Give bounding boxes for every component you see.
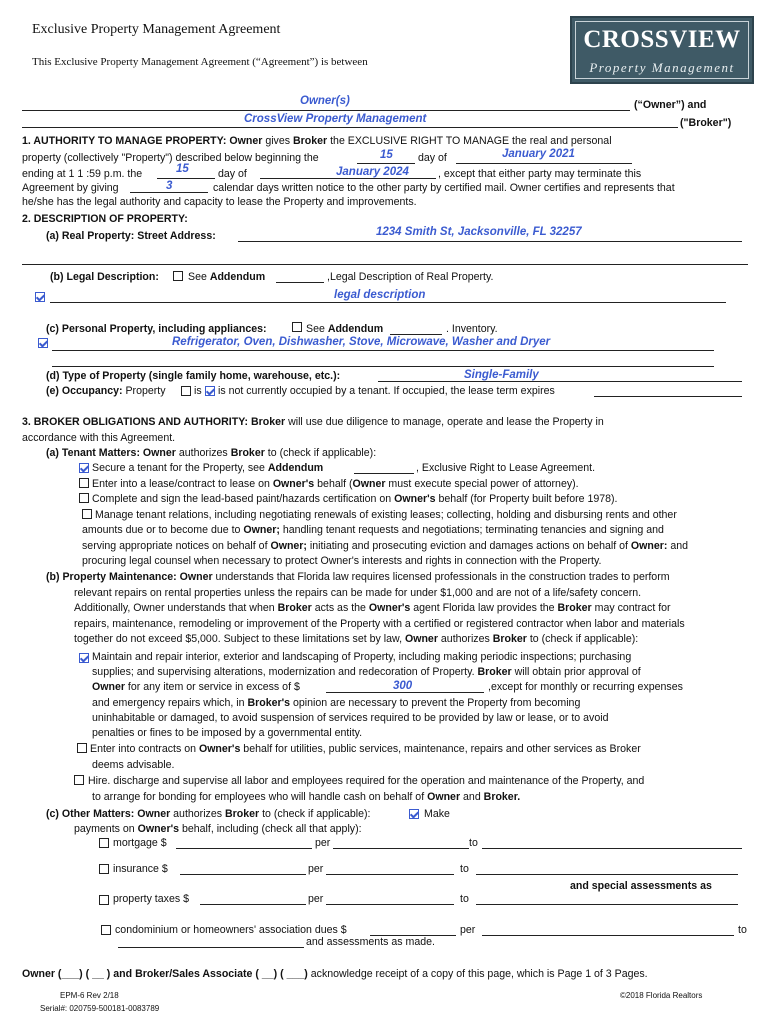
condo-per: per: [460, 924, 476, 936]
copyright: ©2018 Florida Realtors: [620, 991, 703, 1000]
street-address-label: (a) Real Property: Street Address:: [46, 230, 216, 242]
contracts-checkbox[interactable]: [77, 743, 87, 753]
end-month-field[interactable]: January 2024: [336, 166, 409, 178]
section3-line2: accordance with this Agreement.: [22, 432, 176, 444]
maintenance-line2: relevant repairs on rental properties unless the repairs can be made for under $1,000 and are not of a life/safety concern.: [74, 587, 642, 599]
section1-line2: property (collectively "Property") described below beginning the: [22, 152, 319, 164]
day-of-label: day of: [418, 152, 447, 164]
legal-see-text: See Addendum: [188, 271, 266, 283]
notice-text: calendar days written notice to the other party by certified mail. Owner certifies and represents that: [213, 182, 675, 194]
tenant-relations-checkbox[interactable]: [82, 509, 92, 519]
condo-dues-checkbox[interactable]: [101, 925, 111, 935]
approval-amount-field[interactable]: 300: [393, 680, 413, 692]
secure-tenant-checkbox[interactable]: [79, 463, 89, 473]
mortgage-to: to: [469, 837, 478, 849]
section2-heading: 2. DESCRIPTION OF PROPERTY:: [22, 213, 188, 225]
street-address-field[interactable]: 1234 Smith St, Jacksonville, FL 32257: [376, 226, 582, 238]
maintenance-line4: repairs, maintenance, remodeling or improvement of the Property with a certified or registered contractor when labor and materials: [74, 618, 685, 630]
insurance-to: to: [460, 863, 469, 875]
mortgage-checkbox[interactable]: [99, 838, 109, 848]
form-number: EPM-6 Rev 2/18: [60, 991, 119, 1000]
occupancy-is-checkbox[interactable]: [181, 386, 191, 396]
maintenance-line5: together do not exceed $5,000. Subject to these limitations set by law, Owner authorizes Broker to (check if applicable):: [74, 633, 639, 645]
maintain-repair-line5: uninhabitable or damaged, to avoid suspension of services required to be provided by law or lease, or to avoid: [92, 712, 609, 724]
occupancy-label: (e) Occupancy: Property: [46, 385, 166, 397]
owner-field[interactable]: Owner(s): [300, 95, 350, 107]
legal-see-checkbox[interactable]: [173, 271, 183, 281]
contracts-text: Enter into contracts on Owner's behalf for utilities, public services, maintenance, repairs and other services as Broker: [90, 743, 641, 755]
legal-description-field[interactable]: legal description: [334, 289, 426, 301]
make-payments-checkbox[interactable]: [409, 809, 419, 819]
section1-line3: ending at 1 1 :59 p.m. the: [22, 168, 143, 180]
lead-paint-checkbox[interactable]: [79, 493, 89, 503]
tenant-relations-line2: amounts due or to become due to Owner; handling tenant requests and negotiations; terminating tenancies and signing and: [82, 524, 664, 536]
make-label: Make: [424, 808, 450, 820]
taxes-per: per: [308, 893, 324, 905]
broker-field[interactable]: CrossView Property Management: [244, 113, 427, 125]
assessments-text: and assessments as made.: [306, 936, 435, 948]
special-assessments-text: and special assessments as: [570, 880, 712, 892]
section1-line1: 1. AUTHORITY TO MANAGE PROPERTY: Owner gives Broker the EXCLUSIVE RIGHT TO MANAGE the real and personal: [22, 135, 612, 147]
broker-tag: ("Broker"): [680, 117, 732, 129]
start-day-field[interactable]: 15: [380, 149, 393, 161]
document-title: Exclusive Property Management Agreement: [32, 22, 281, 37]
type-field[interactable]: Single-Family: [464, 369, 539, 381]
hire-labor-line2: to arrange for bonding for employees who will handle cash on behalf of Owner and Broker.: [92, 791, 521, 803]
type-label: (d) Type of Property (single family home, warehouse, etc.):: [46, 370, 341, 382]
maintain-repair-text: Maintain and repair interior, exterior and landscaping of Property, including making periodic inspections; purchasing: [92, 651, 632, 663]
start-month-field[interactable]: January 2021: [502, 148, 575, 160]
section1-line4: Agreement by giving: [22, 182, 119, 194]
condo-to: to: [738, 924, 747, 936]
legal-fill-checkbox[interactable]: [35, 292, 45, 302]
section3-line1: 3. BROKER OBLIGATIONS AND AUTHORITY: Broker will use due diligence to manage, operate and lease the Property in: [22, 416, 604, 428]
occupancy-text: is not currently occupied by a tenant. If occupied, the lease term expires: [218, 385, 555, 397]
tenant-relations-line4: procuring legal counsel when necessary to protect Owner's interests and rights in connection with the Property.: [82, 555, 602, 567]
maintain-repair-line3: Owner for any item or service in excess of $: [92, 681, 300, 693]
section1-line5: he/she has the legal authority and capacity to lease the Property and improvements.: [22, 196, 417, 208]
personal-see-text: See Addendum: [306, 323, 384, 335]
maintenance-line3: Additionally, Owner understands that when Broker acts as the Owner's agent Florida law provides the Broker may contract for: [74, 602, 671, 614]
appliances-field[interactable]: Refrigerator, Oven, Dishwasher, Stove, Microwave, Washer and Dryer: [172, 336, 551, 348]
maintain-repair-line2: supplies; and supervising alterations, modernization and redecoration of Property. Broker will obtain prior approval of: [92, 666, 641, 678]
property-taxes-checkbox[interactable]: [99, 895, 109, 905]
maintain-repair-checkbox[interactable]: [79, 653, 89, 663]
end-day-field[interactable]: 15: [176, 163, 189, 175]
lead-paint-text: Complete and sign the lead-based paint/hazards certification on Owner's behalf (for Property built before 1978).: [92, 493, 618, 505]
personal-see-checkbox[interactable]: [292, 322, 302, 332]
acknowledgement-line: Owner (___) ( __ ) and Broker/Sales Associate ( __) ( ___) acknowledge receipt of a copy of this page, which is Page 1 of 3 Pages.: [22, 968, 648, 980]
maintain-repair-line6: penalties or fines to be imposed by a governmental entity.: [92, 727, 363, 739]
mortgage-per: per: [315, 837, 331, 849]
insurance-label: insurance $: [113, 863, 168, 875]
logo-name: CROSSVIEW: [583, 26, 741, 53]
day-of-label-2: day of: [218, 168, 247, 180]
tenant-relations-text: Manage tenant relations, including negotiating renewals of existing leases; collecting, holding and disbursing rents and other: [95, 509, 677, 521]
maintenance-head: (b) Property Maintenance: Owner understands that Florida law requires licensed professionals in the construction trades to perform: [46, 571, 670, 583]
legal-desc-rest: ,Legal Description of Real Property.: [327, 271, 494, 283]
inventory-text: . Inventory.: [446, 323, 498, 335]
maintain-repair-line4: and emergency repairs which, in Broker's opinion are necessary to prevent the Property from becoming: [92, 697, 581, 709]
terminate-text: , except that either party may terminate this: [438, 168, 642, 180]
enter-lease-text: Enter into a lease/contract to lease on Owner's behalf (Owner must execute special power of attorney).: [92, 478, 579, 490]
serial-number: Serial#: 020759-500181-0083789: [40, 1004, 160, 1013]
hire-labor-text: Hire. discharge and supervise all labor and employees required for the operation and maintenance of the Property, and: [88, 775, 645, 787]
enter-lease-checkbox[interactable]: [79, 478, 89, 488]
owner-tag: (“Owner”) and: [634, 99, 707, 111]
tenant-matters-head: (a) Tenant Matters: Owner authorizes Broker to (check if applicable):: [46, 447, 377, 459]
mortgage-label: mortgage $: [113, 837, 167, 849]
personal-property-label: (c) Personal Property, including appliances:: [46, 323, 267, 335]
hire-labor-checkbox[interactable]: [74, 775, 84, 785]
tenant-relations-line3: serving appropriate notices on behalf of Owner; initiating and prosecuting eviction and damages actions on behalf of Owner: and: [82, 540, 689, 552]
payments-line: payments on Owner's behalf, including (check all that apply):: [74, 823, 362, 835]
intro-text: This Exclusive Property Management Agreement (“Agreement”) is between: [32, 56, 368, 68]
logo-sub: Property Management: [589, 60, 735, 75]
occupancy-is-not-checkbox[interactable]: [205, 386, 215, 396]
exclusive-lease-text: , Exclusive Right to Lease Agreement.: [416, 462, 596, 474]
condo-dues-label: condominium or homeowners' association dues $: [115, 924, 347, 936]
legal-desc-line: (b) Legal Description:: [50, 271, 159, 283]
insurance-per: per: [308, 863, 324, 875]
notice-days-field[interactable]: 3: [166, 180, 173, 192]
property-taxes-label: property taxes $: [113, 893, 189, 905]
crossview-logo: [570, 16, 754, 84]
other-matters-head: (c) Other Matters: Owner authorizes Broker to (check if applicable):: [46, 808, 371, 820]
secure-tenant-text: Secure a tenant for the Property, see Addendum: [92, 462, 324, 474]
personal-fill-checkbox[interactable]: [38, 338, 48, 348]
insurance-checkbox[interactable]: [99, 864, 109, 874]
recurring-expenses-text: ,except for monthly or recurring expenses: [488, 681, 683, 693]
is-label: is: [194, 385, 202, 397]
taxes-to: to: [460, 893, 469, 905]
contracts-line2: deems advisable.: [92, 759, 175, 771]
